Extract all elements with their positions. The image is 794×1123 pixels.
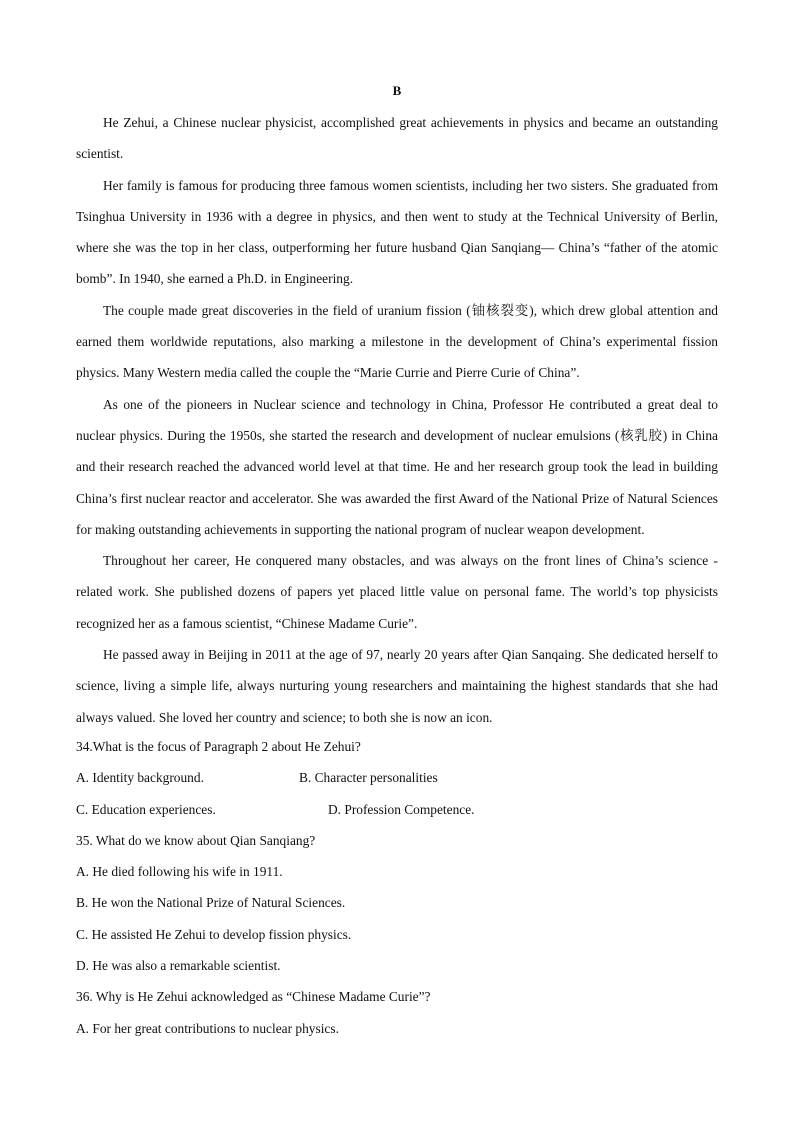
paragraph-4: As one of the pioneers in Nuclear science and technology in China, Professor He contributed a great deal to nuclear physics. During the 1950s, she started the research and development of nuclear emulsions (核乳胶) in China and their research reached the advanced world level at that time. He and her research group took the lead in building China’s first nuclear reactor and accelerator. She was awarded the first Award of the National Prize of Natural Sciences for making outstanding achievements in supporting the national program of nuclear weapon development. [76, 396, 718, 537]
question-34-options-row-2 [76, 794, 718, 825]
paragraph-5: Throughout her career, He conquered many obstacles, and was always on the front lines of China’s science - related work. She published dozens of papers yet placed little value on personal fame. The world’s top physicists recognized her as a famous scientist, “Chinese Madame Curie”. [76, 553, 718, 631]
paragraph-2: Her family is famous for producing three famous women scientists, including her two sisters. She graduated from Tsinghua University in 1936 with a degree in physics, and then went to study at the Technical University of Berlin, where she was the top in her class, outperforming her future husband Qian Sanqiang— China’s “father of the atomic bomb”. In 1940, she earned a Ph.D. in Engineering. [76, 177, 718, 287]
reading-passage [76, 107, 718, 733]
question-34-options-row-1 [76, 762, 718, 793]
question-34-option-d: D. Profession Competence. [328, 801, 475, 817]
question-35-stem: 35. What do we know about Qian Sanqiang? [76, 832, 316, 848]
question-34-stem: 34.What is the focus of Paragraph 2 about He Zehui? [76, 739, 361, 754]
question-34-option-b: B. Character personalities [299, 770, 438, 786]
question-35-option-b: B. He won the National Prize of Natural Sciences. [76, 895, 346, 911]
paragraph-3: The couple made great discoveries in the field of uranium fission (铀核裂变), which drew global attention and earned them worldwide reputations, also marking a milestone in the development of China’s experimental fission physics. Many Western media called the couple the “Marie Currie and Pierre Curie of China”. [76, 302, 718, 381]
question-34-option-c: C. Education experiences. [76, 801, 216, 817]
paragraph-1: He Zehui, a Chinese nuclear physicist, accomplished great achievements in physics and became an outstanding scientist. [76, 115, 718, 162]
question-35-option-c: C. He assisted He Zehui to develop fission physics. [76, 926, 352, 942]
question-36-option-a: A. For her great contributions to nuclear physics. [76, 1020, 339, 1036]
question-35-option-d: D. He was also a remarkable scientist. [76, 958, 281, 974]
section-heading: B [392, 83, 402, 98]
question-34-option-a: A. Identity background. [76, 770, 204, 786]
question-list [76, 731, 718, 1044]
paragraph-6: He passed away in Beijing in 2011 at the age of 97, nearly 20 years after Qian Sanqaing. She dedicated herself to science, living a simple life, always nurturing young researchers and maintaining the highest standards that she had always valued. She loved her country and science; to both she is now an icon. [76, 647, 718, 725]
question-35-option-a: A. He died following his wife in 1911. [76, 864, 283, 880]
question-36-stem: 36. Why is He Zehui acknowledged as “Chinese Madame Curie”? [76, 989, 431, 1005]
